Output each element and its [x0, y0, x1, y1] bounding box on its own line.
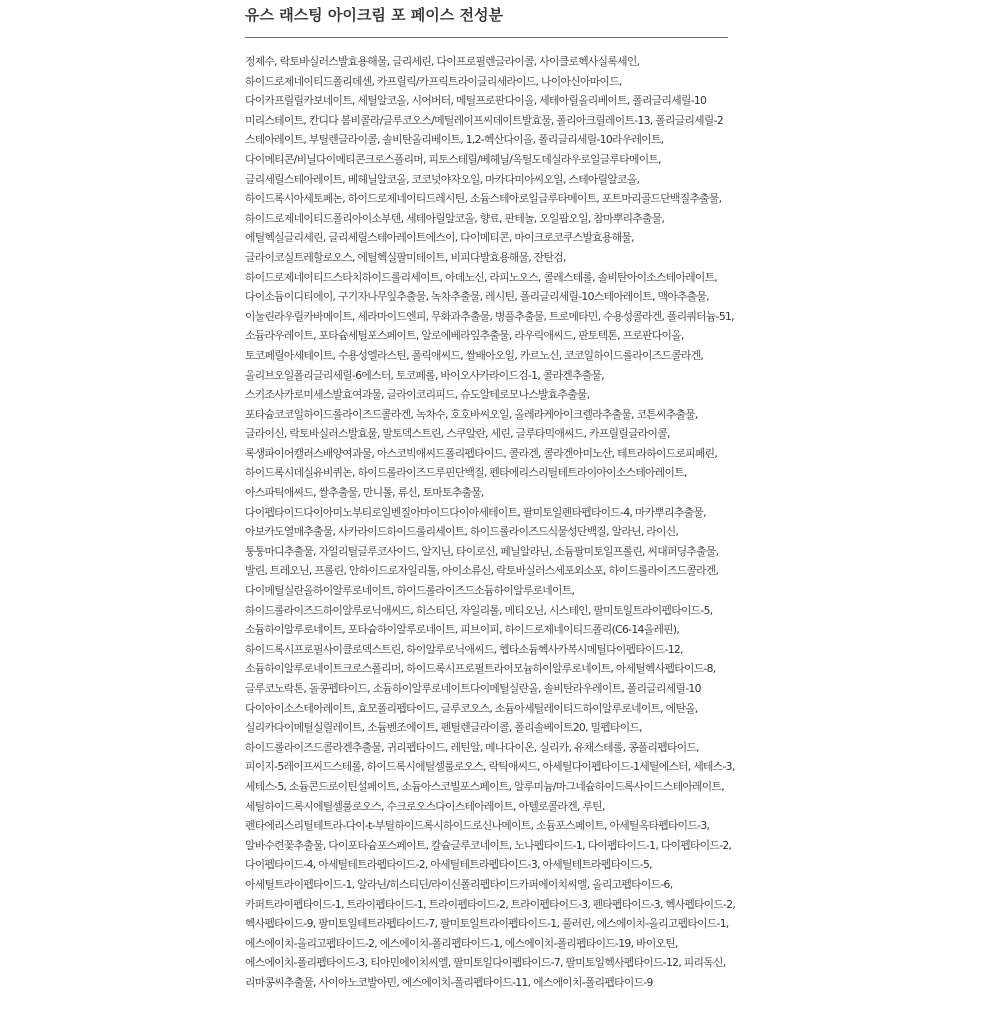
ingredient-line: 글라이신, 락토바실러스발효물, 말토덱스트린, 스쿠알란, 세린, 글루타믹애씨드, 카프릴릴글라이콜,: [245, 427, 670, 441]
ingredient-line: 다이카프릴릴카보네이트, 세틸알코올, 시어버터, 메틸프로판다이올, 세테아릴올리베이트, 폴리글리세릴-10: [245, 94, 707, 108]
ingredient-line: 정제수, 락토바실러스발효용해물, 글리세린, 다이프로필렌글라이콜, 사이클로헥사실록세인,: [245, 55, 640, 68]
ingredient-line: 알바수련꽃추출물, 다이포타슘포스페이트, 칼슘글루코네이트, 노나펩타이드-1, 다이펩타이드-1, 다이펩타이드-2,: [245, 838, 732, 852]
ingredient-line: 다이메티콘/비닐다이메티콘크로스폴리머, 피토스테릴/베헤닐/옥틸도데실라우로일글루타메이트,: [245, 152, 661, 166]
ingredient-line: 소듐하이알루로네이트크로스폴리머, 하이드록시프로필트라이모늄하이알루로네이트, 아세틸헥사펩타이드-8,: [245, 662, 716, 676]
ingredient-line: 피이지-5레이프씨드스테롤, 하이드록시에틸셀룰로오스, 락틱애씨드, 아세틸다이펩타이드-1세틸에스터, 세테스-3,: [245, 760, 735, 774]
ingredient-line: 하이드로제네이티드폴리아이소부텐, 세테아릴알코올, 향료, 판테놀, 오일팜오일, 참마뿌리추출물,: [245, 211, 665, 225]
ingredient-line: 글리세릴스테아레이트, 베헤닐알코올, 코코넛야자오일, 마카다미아씨오일, 스테아릴알코올,: [245, 172, 640, 186]
ingredient-line: 세틸하이드록시에틸셀룰로오스, 수크로오스다이스테아레이트, 아텔로콜라겐, 루틴,: [245, 799, 605, 813]
ingredient-line: 하이드록시아세토페논, 하이드로제네이티드레시틴, 소듐스테아로일글루타메이트, 포트마리골드단백질추출물,: [245, 192, 722, 206]
ingredient-line: 발린, 트레오닌, 프롤린, 안하이드로자일리톨, 아이소류신, 락토바실러스세포외소포, 하이드롤라이즈드콜라겐,: [245, 564, 719, 578]
ingredient-line: 하이드롤라이즈드콜라겐추출물, 귀리펩타이드, 레틴알, 메나다이온, 실리카, 유채스테롤, 콩폴리펩타이드,: [245, 740, 699, 754]
ingredient-line: 올리브오일폴리글리세릴-6에스터, 토코페롤, 바이오사카라이드검-1, 콜라겐추출물,: [245, 368, 604, 382]
ingredient-line: 다이펩타이드-4, 아세틸테트라펩타이드-2, 아세틸테트라펩타이드-3, 아세틸테트라펩타이드-5,: [245, 858, 652, 872]
ingredient-line: 하이드록시데실유비퀴논, 하이드롤라이즈드루핀단백질, 펜타에리스리틸테트라이아이소스테아레이트,: [245, 466, 687, 480]
ingredient-line: 퉁퉁마디추출물, 자일리틸글루코사이드, 알지닌, 타이로신, 페닐알라닌, 소듐팔미토일프롤린, 씨대퍼딩추출물,: [245, 544, 719, 558]
ingredient-line: 아스파틱애씨드, 쌀추출물, 만니톨, 류신, 토마토추출물,: [245, 486, 484, 500]
ingredient-line: 아세틸트라이펩타이드-1, 알라닌/히스티딘/라이신폴리펩타이드카퍼에이치씨엘, 올리고펩타이드-6,: [245, 877, 673, 891]
ingredient-line: 하이드로제네이티드스타치하이드롤리세이트, 아데노신, 라피노오스, 콜레스테롤, 솔비탄아이소스테아레이트,: [245, 270, 718, 284]
ingredient-line: 실리카다이메틸실릴레이트, 소듐벤조에이트, 펜틸렌글라이콜, 폴리솔베이트20, 밀펩타이드,: [245, 721, 642, 735]
ingredient-line: 스키조사카로미세스발효여과물, 글라이코리피드, 슈도알테로모나스발효추출물,: [245, 388, 590, 402]
page-title: 유스 래스팅 아이크림 포 페이스 전성분: [245, 6, 503, 24]
ingredient-line: 글라이코실트레할로오스, 에틸헥실팔미테이트, 비피다발효용해물, 잔탄검,: [245, 250, 566, 264]
ingredient-line: 이눌린라우릴카바메이트, 세라마이드엔피, 무화과추출물, 병풀추출물, 트로메타민, 수용성콜라겐, 폴리쿼터늄-51,: [245, 309, 734, 323]
ingredient-line: 헥사펩타이드-9, 팔미토일테트라펩타이드-7, 팔미토일트라이펩타이드-1, 풀러린, 에스에이치-올리고펩타이드-1,: [245, 917, 729, 931]
ingredient-line: 다이아이소스테아레이트, 효모폴리펩타이드, 글루코오스, 소듐아세틸레이티드하이알루로네이트, 에탄올,: [245, 701, 698, 715]
ingredient-line: 글루코노락톤, 돌콩펩타이드, 소듐하이알루로네이트다이메틸실란올, 솔비탄라우레이트, 폴리글리세릴-10: [245, 682, 701, 695]
ingredient-line: 에스에이치-폴리펩타이드-3, 티아민에이치씨엘, 팔미토일다이펩타이드-7, 팔미토일헥사펩타이드-12, 피리독신,: [245, 956, 726, 970]
ingredient-line: 소듐라우레이트, 포타슘세틸포스페이트, 알로에베라잎추출물, 라우릭애씨드, 판토텍톤, 프로판다이올,: [245, 329, 684, 343]
ingredient-line: 리마콩씨추출물, 사이아노코발아민, 에스에이치-폴리펩타이드-11, 에스에이치-폴리펩타이드-9: [245, 975, 653, 989]
ingredient-line: 다이소듐이디티에이, 구기자나무잎추출물, 녹차추출물, 레시틴, 폴리글리세릴-10스테아레이트, 맥아추출물,: [245, 290, 709, 304]
ingredient-line: 펜타에리스리틸테트라-다이-t-부틸하이드록시하이드로신나메이트, 소듐포스페이트, 아세틸옥타펩타이드-3,: [245, 819, 710, 833]
ingredient-line: 카퍼트라이펩타이드-1, 트라이펩타이드-1, 트라이펩타이드-2, 트라이펩타이드-3, 펜타펩타이드-3, 헥사펩타이드-2,: [245, 897, 736, 911]
ingredient-line: 하이드롤라이즈드하이알루로닉애씨드, 히스티딘, 자일리톨, 메티오닌, 시스테인, 팔미토일트라이펩타이드-5,: [245, 603, 713, 617]
ingredient-line: 다이메틸실란올하이알루로네이트, 하이드롤라이즈드소듐하이알루로네이트,: [245, 584, 575, 598]
ingredient-line: 아보카도열매추출물, 사카라이드하이드롤리세이트, 하이드롤라이즈드식물성단백질, 알라닌, 라이신,: [245, 525, 679, 539]
ingredient-line: 하이드록시프로필사이클로덱스트린, 하이알루로닉애씨드, 헵타소듐헥사카복시메틸다이펩타이드-12,: [245, 642, 683, 656]
ingredient-line: 스테아레이트, 부틸렌글라이콜, 솔비탄올리베이트, 1,2-헥산다이올, 폴리글리세릴-10라우레이트,: [245, 133, 664, 147]
ingredient-line: 소듐하이알루로네이트, 포타슘하이알루로네이트, 피브이피, 하이드로제네이티드폴리(C6-14올레핀),: [245, 623, 680, 637]
ingredient-list: [245, 52, 745, 993]
ingredient-line: 하이드로제네이티드폴리데센, 카프릴릭/카프릭트라이글리세라이드, 나이아신아마이드,: [245, 74, 622, 88]
ingredient-line: 미리스테이트, 칸디다 봄비콜라/글루코오스/메틸레이프씨데이트발효물, 폴리아크릴레이트-13, 폴리글리세릴-2: [245, 113, 724, 127]
ingredient-line: 다이펩타이드다이아미노부티로일벤질아마이드다이아세테이트, 팔미토일펜타펩타이드-4, 마카뿌리추출물,: [245, 505, 706, 519]
ingredient-line: 에틸헥실글리세린, 글리세릴스테아레이트에스이, 다이메티콘, 마이크로코쿠스발효용해물,: [245, 231, 634, 245]
ingredient-line: 토코페릴아세테이트, 수용성엘라스틴, 폴릭애씨드, 쌀배아오일, 카르노신, 코코일하이드롤라이즈드콜라겐,: [245, 348, 704, 362]
ingredient-line: 포타슘코코일하이드롤라이즈드콜라겐, 녹차수, 호호바씨오일, 올레라케아이크렐라추출물, 코튼씨추출물,: [245, 407, 698, 421]
ingredient-line: 세테스-5, 소듐콘드로이틴설페이트, 소듐아스코빌포스페이트, 알루미늄/마그네슘하이드록사이드스테아레이트,: [245, 779, 724, 793]
ingredient-line: 록생파이어캘러스배양여과물, 아스코빅애씨드폴리펩타이드, 콜라겐, 콜라겐아미노산, 테트라하이드로피페린,: [245, 446, 718, 460]
ingredient-line: 에스에이치-올리고펩타이드-2, 에스에이치-폴리펩타이드-1, 에스에이치-폴리펩타이드-19, 바이오틴,: [245, 936, 678, 950]
ingredients-section: [245, 0, 745, 1009]
title-divider: [245, 37, 728, 38]
